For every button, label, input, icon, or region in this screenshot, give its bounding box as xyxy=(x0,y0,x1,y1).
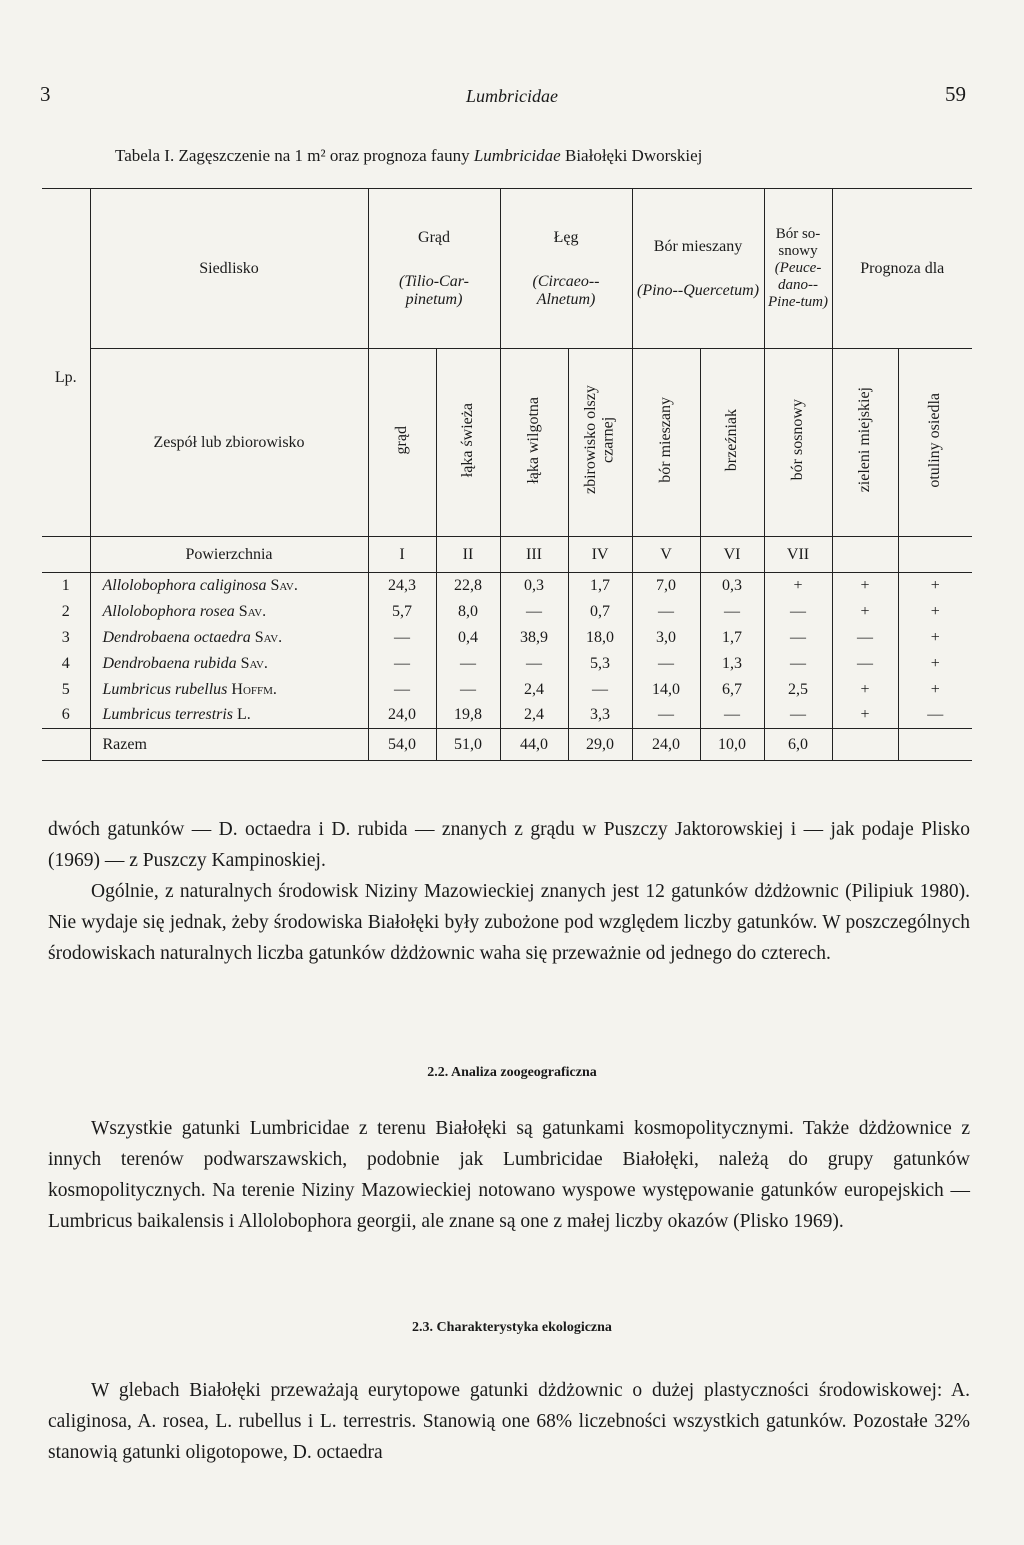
community-label: otuliny osiedla xyxy=(926,392,944,488)
density-value: 19,8 xyxy=(436,703,500,729)
density-value: — xyxy=(368,625,436,651)
density-table xyxy=(42,188,972,761)
density-value: 3,0 xyxy=(632,625,700,651)
density-value: — xyxy=(632,703,700,729)
total-row xyxy=(42,729,972,761)
density-value: — xyxy=(700,703,764,729)
density-value: + xyxy=(832,599,898,625)
density-value: 18,0 xyxy=(568,625,632,651)
density-value: 0,7 xyxy=(568,599,632,625)
species-name: Allolobophora caliginosa Sav. xyxy=(90,573,368,599)
density-value: — xyxy=(832,625,898,651)
community-label: brzeźniak xyxy=(723,408,741,472)
density-value: — xyxy=(764,625,832,651)
area-number: III xyxy=(500,537,568,573)
page-number: 59 xyxy=(945,82,966,106)
density-value: — xyxy=(700,599,764,625)
table-row xyxy=(42,573,972,599)
density-value: 1,7 xyxy=(700,625,764,651)
total-value: 29,0 xyxy=(568,729,632,761)
density-value: 1,3 xyxy=(700,651,764,677)
prognoza-header: Prognoza dla xyxy=(832,189,972,349)
density-value: — xyxy=(632,651,700,677)
density-value: 14,0 xyxy=(632,677,700,703)
density-value: 24,3 xyxy=(368,573,436,599)
density-value: — xyxy=(764,703,832,729)
density-value: — xyxy=(436,677,500,703)
table-row xyxy=(42,651,972,677)
density-value: + xyxy=(898,677,972,703)
area-number: I xyxy=(368,537,436,573)
area-number: VII xyxy=(764,537,832,573)
section-number: 3 xyxy=(40,82,51,106)
species-name: Lumbricus rubellus Hoffm. xyxy=(90,677,368,703)
density-value: 1,7 xyxy=(568,573,632,599)
section-heading-ecology: 2.3. Charakterystyka ekologiczna xyxy=(412,1320,612,1335)
density-value: 0,3 xyxy=(500,573,568,599)
row-number: 6 xyxy=(61,706,70,724)
density-value: 0,4 xyxy=(436,625,500,651)
density-value: 24,0 xyxy=(368,703,436,729)
density-value: + xyxy=(898,599,972,625)
table-row xyxy=(42,625,972,651)
density-value: 5,3 xyxy=(568,651,632,677)
density-value: 2,5 xyxy=(764,677,832,703)
row-number: 3 xyxy=(61,628,70,646)
density-value: — xyxy=(568,677,632,703)
total-value: 54,0 xyxy=(368,729,436,761)
lp-header: Lp. xyxy=(54,368,77,386)
density-value: — xyxy=(500,599,568,625)
habitat-bor-sosnowy: Bór so-snowy (Peuce-dano--Pine-tum) xyxy=(764,189,832,349)
density-value: — xyxy=(368,651,436,677)
species-name: Dendrobaena octaedra Sav. xyxy=(90,625,368,651)
area-number: IV xyxy=(568,537,632,573)
density-value: — xyxy=(632,599,700,625)
area-number: VI xyxy=(700,537,764,573)
density-value: — xyxy=(898,703,972,729)
density-value: — xyxy=(500,651,568,677)
community-label: łąka świeża xyxy=(459,402,477,478)
community-label: łąka wilgotna xyxy=(525,396,543,484)
community-label: bór mieszany xyxy=(657,397,675,483)
area-number: II xyxy=(436,537,500,573)
table-row xyxy=(42,599,972,625)
community-label: bór sosnowy xyxy=(789,399,807,481)
density-value: 5,7 xyxy=(368,599,436,625)
row-number: 5 xyxy=(61,680,70,698)
row-number: 4 xyxy=(61,654,70,672)
density-value: + xyxy=(898,651,972,677)
total-label: Razem xyxy=(90,729,368,761)
paragraph-continuation: dwóch gatunków — D. octaedra i D. rubida — znanych z grądu w Puszczy Jaktorowskiej i — jak podaje Plisko (1969) — z Puszczy Kampinoskiej. Ogólnie, z naturalnych środowisk Niziny Mazowieckiej znanych jest 12 gatunków dżdżownic (Pilipiuk 1980). Nie wydaje się jednak, żeby środowiska Białołęki były zubożone pod względem liczby gatunków. W poszczególnych środowiskach naturalnych liczba gatunków dżdżownic waha się przeważnie od jednego do czterech. xyxy=(48,819,970,964)
paragraph-zoogeography: Wszystkie gatunki Lumbricidae z terenu Białołęki są gatunkami kosmopolitycznymi. Także dżdżownice z innych terenów podwarszawskich, podobnie jak Lumbricidae Białołęki, należą do grupy gatunków kosmopolitycznych. Na terenie Niziny Mazowieckiej notowano wyspowe występowanie gatunków europejskich — Lumbricus baikalensis i Allolobophora georgii, ale znane są one z małej liczby okazów (Plisko 1969). xyxy=(48,1118,970,1232)
area-number: V xyxy=(632,537,700,573)
density-value: — xyxy=(368,677,436,703)
total-value: 6,0 xyxy=(764,729,832,761)
table-row xyxy=(42,703,972,729)
total-value: 10,0 xyxy=(700,729,764,761)
table-caption: Tabela I. Zagęszczenie na 1 m² oraz prognoza fauny Lumbricidae Białołęki Dworskiej xyxy=(115,146,703,165)
community-label: zbirowisko olszy czarnej xyxy=(582,385,618,495)
siedlisko-header: Siedlisko xyxy=(90,189,368,349)
density-value: + xyxy=(832,677,898,703)
habitat-bor-mieszany: Bór mieszany (Pino--Quercetum) xyxy=(632,189,764,349)
density-value: 3,3 xyxy=(568,703,632,729)
density-value: 2,4 xyxy=(500,703,568,729)
density-value: 6,7 xyxy=(700,677,764,703)
zespol-header: Zespół lub zbiorowisko xyxy=(90,349,368,537)
density-value: — xyxy=(764,651,832,677)
habitat-grad: Grąd (Tilio-Car-pinetum) xyxy=(368,189,500,349)
row-number: 2 xyxy=(61,602,70,620)
density-value: + xyxy=(764,573,832,599)
running-title: Lumbricidae xyxy=(466,86,558,106)
total-value: 44,0 xyxy=(500,729,568,761)
density-value: — xyxy=(436,651,500,677)
table-body xyxy=(42,573,972,729)
density-value: + xyxy=(832,703,898,729)
density-value: + xyxy=(898,625,972,651)
density-value: — xyxy=(764,599,832,625)
powierzchnia-header: Powierzchnia xyxy=(90,537,368,573)
table-row xyxy=(42,677,972,703)
density-value: 8,0 xyxy=(436,599,500,625)
species-name: Allolobophora rosea Sav. xyxy=(90,599,368,625)
density-value: 7,0 xyxy=(632,573,700,599)
density-value: 0,3 xyxy=(700,573,764,599)
density-value: — xyxy=(832,651,898,677)
species-name: Dendrobaena rubida Sav. xyxy=(90,651,368,677)
habitat-leg: Łęg (Circaeo--Alnetum) xyxy=(500,189,632,349)
row-number: 1 xyxy=(61,576,70,594)
community-label: grąd xyxy=(393,425,411,455)
paragraph-ecology: W glebach Białołęki przeważają eurytopowe gatunki dżdżownic o dużej plastyczności środowiskowej: A. caliginosa, A. rosea, L. rubellus i L. terrestris. Stanowią one 68% liczebności wszystkich gatunków. Pozostałe 32% stanowią gatunki oligotopowe, D. octaedra xyxy=(48,1380,970,1463)
density-value: 22,8 xyxy=(436,573,500,599)
section-heading-zoogeography: 2.2. Analiza zoogeograficzna xyxy=(427,1065,597,1080)
total-value: 24,0 xyxy=(632,729,700,761)
total-value: 51,0 xyxy=(436,729,500,761)
community-label: zieleni miejskiej xyxy=(856,387,874,493)
density-value: 38,9 xyxy=(500,625,568,651)
density-value: + xyxy=(832,573,898,599)
species-name: Lumbricus terrestris L. xyxy=(90,703,368,729)
density-value: + xyxy=(898,573,972,599)
density-value: 2,4 xyxy=(500,677,568,703)
